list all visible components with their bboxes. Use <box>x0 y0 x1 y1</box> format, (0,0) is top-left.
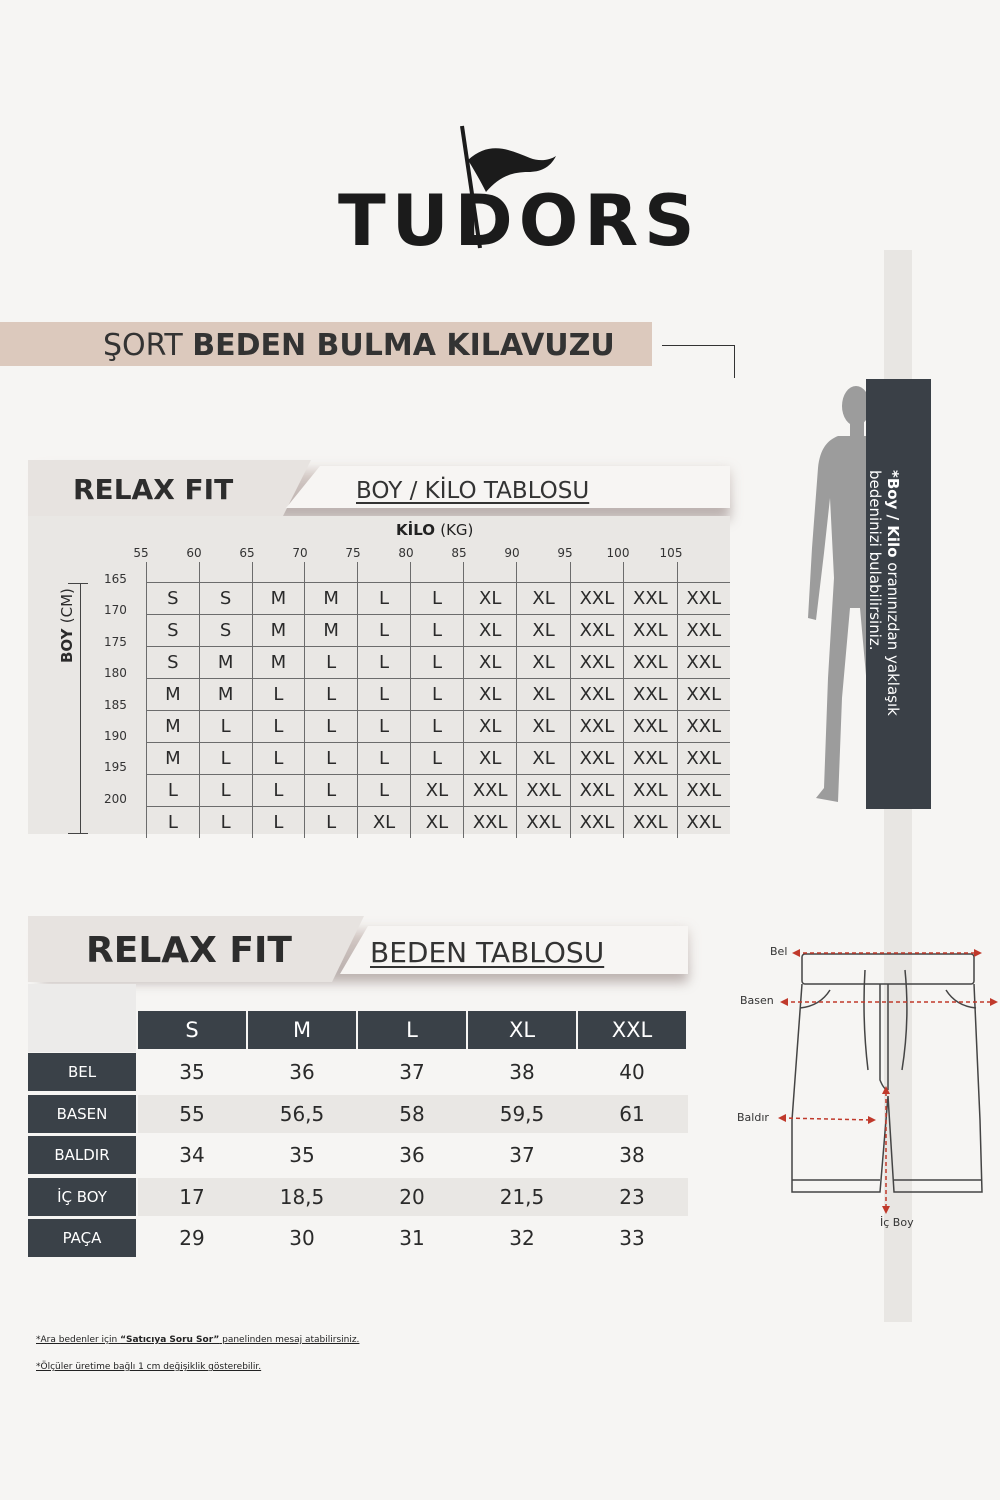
measure-value: 17 <box>179 1184 205 1209</box>
size-cell: XXL <box>677 615 730 647</box>
grid-spacer <box>199 562 252 583</box>
size-header: S <box>138 1011 246 1049</box>
grid-spacer <box>570 562 623 583</box>
grid-spacer <box>252 562 305 583</box>
size-cell: XXL <box>677 679 730 711</box>
measure-value: 34 <box>179 1143 205 1167</box>
size-cell: M <box>147 679 200 711</box>
size-header: XL <box>468 1011 576 1049</box>
measure-value: 55 <box>179 1101 205 1126</box>
title-banner <box>0 322 652 366</box>
size-cell: M <box>199 647 252 679</box>
measure-value: 30 <box>289 1226 315 1250</box>
size-cell: L <box>358 711 411 743</box>
size-cell: XXL <box>677 647 730 679</box>
measure-value: 31 <box>399 1226 425 1250</box>
shorts-diagram <box>760 940 1000 1220</box>
size-cell: L <box>410 711 463 743</box>
boy-axis-cap-top <box>68 583 88 584</box>
boy-tick: 190 <box>104 729 127 743</box>
measure-value: 35 <box>289 1143 315 1167</box>
side-note-bold: *Boy / Kilo <box>884 470 902 558</box>
size-cell: XL <box>517 743 570 775</box>
measure-value: 32 <box>509 1226 535 1250</box>
measure-value: 37 <box>399 1060 425 1084</box>
size-cell: L <box>358 775 411 807</box>
size-cell: XL <box>463 679 516 711</box>
kilo-tick: 75 <box>345 546 361 560</box>
kilo-axis-title <box>396 521 473 539</box>
grid-spacer <box>463 562 516 583</box>
boy-tick: 200 <box>104 791 127 806</box>
shorts-label-ic-boy: İç Boy <box>880 1216 914 1229</box>
shorts-label-baldir: Baldır <box>737 1111 769 1124</box>
table-row <box>147 807 731 839</box>
size-cell: XL <box>410 775 463 807</box>
size-header: M <box>248 1011 356 1049</box>
size-cell: L <box>252 679 305 711</box>
grid-spacer <box>624 562 677 583</box>
size-cell: S <box>147 615 200 647</box>
size-cell: XXL <box>570 807 623 839</box>
boy-tick: 180 <box>104 666 127 681</box>
kilo-tick: 85 <box>451 546 467 560</box>
size-cell: XL <box>358 807 411 839</box>
section2-subtitle: BEDEN TABLOSU <box>370 936 605 969</box>
size-header: L <box>358 1011 466 1049</box>
size-cell: M <box>252 647 305 679</box>
boy-axis-label: BOY <box>58 628 76 663</box>
boy-tick: 185 <box>104 697 127 712</box>
size-cell: XXL <box>517 807 570 839</box>
measure-value: 36 <box>399 1143 425 1167</box>
size-cell: XXL <box>624 807 677 839</box>
size-cell: L <box>252 743 305 775</box>
table-row <box>147 775 731 807</box>
size-cell: L <box>410 647 463 679</box>
measure-value: 33 <box>619 1226 645 1250</box>
kilo-tick: 55 <box>133 546 149 560</box>
corner-decoration <box>662 345 735 378</box>
size-cell: XXL <box>677 583 730 615</box>
table-row <box>147 743 731 775</box>
size-cell: XXL <box>624 711 677 743</box>
size-cell: L <box>199 807 252 839</box>
size-cell: XXL <box>624 679 677 711</box>
size-cell: XL <box>517 615 570 647</box>
boy-kilo-grid <box>146 562 730 838</box>
size-cell: XL <box>463 615 516 647</box>
table-row <box>138 1219 688 1257</box>
footnote-1 <box>36 1335 359 1345</box>
size-cell: L <box>358 647 411 679</box>
measure-value: 59,5 <box>499 1101 545 1126</box>
side-note-line2: bedeninizi bulabilirsiniz. <box>866 470 884 651</box>
size-cell: XXL <box>624 583 677 615</box>
size-cell: XL <box>463 711 516 743</box>
size-cell: XL <box>410 807 463 839</box>
size-cell: XXL <box>624 647 677 679</box>
size-cell: XXL <box>677 775 730 807</box>
size-cell: XXL <box>624 615 677 647</box>
size-cell: L <box>147 807 200 839</box>
size-cell: XXL <box>570 775 623 807</box>
size-cell: L <box>147 775 200 807</box>
brand-logo <box>300 120 700 260</box>
table-row <box>147 679 731 711</box>
grid-spacer <box>147 562 200 583</box>
side-note <box>866 470 902 716</box>
size-cell: L <box>305 807 358 839</box>
measure-value: 36 <box>289 1060 315 1084</box>
grid-spacer <box>358 562 411 583</box>
kilo-tick: 105 <box>659 546 683 560</box>
boy-axis-unit: (CM) <box>58 588 76 624</box>
banner-title <box>103 328 615 363</box>
measure-value: 21,5 <box>499 1184 545 1209</box>
size-cell: XL <box>517 679 570 711</box>
measure-label: BEL <box>28 1053 136 1091</box>
kilo-axis-unit: (KG) <box>440 521 474 539</box>
size-cell: L <box>199 711 252 743</box>
kilo-tick: 80 <box>398 546 414 560</box>
size-cell: XXL <box>570 583 623 615</box>
measure-value: 29 <box>179 1226 205 1250</box>
table-row <box>147 583 731 615</box>
measure-value: 20 <box>399 1184 425 1209</box>
size-cell: L <box>305 647 358 679</box>
size-cell: L <box>252 807 305 839</box>
measure-value: 38 <box>619 1143 645 1167</box>
size-cell: L <box>358 679 411 711</box>
measure-value: 18,5 <box>279 1184 325 1209</box>
table-row <box>138 1178 688 1216</box>
size-cell: XXL <box>570 711 623 743</box>
size-cell: XL <box>517 711 570 743</box>
size-cell: M <box>147 711 200 743</box>
kilo-tick: 60 <box>186 546 202 560</box>
size-cell: L <box>358 743 411 775</box>
size-cell: XXL <box>677 711 730 743</box>
size-cell: L <box>199 775 252 807</box>
kilo-tick: 95 <box>557 546 573 560</box>
size-cell: S <box>199 615 252 647</box>
size-cell: S <box>147 583 200 615</box>
size-cell: XXL <box>517 775 570 807</box>
footnote-1-pre: *Ara bedenler için <box>36 1335 121 1345</box>
size-cell: M <box>199 679 252 711</box>
size-cell: L <box>305 711 358 743</box>
banner-title-light: ŞORT <box>103 328 183 363</box>
measure-value: 23 <box>619 1184 645 1209</box>
size-cell: L <box>199 743 252 775</box>
size-cell: L <box>252 711 305 743</box>
kilo-tick: 90 <box>504 546 520 560</box>
size-cell: XXL <box>463 807 516 839</box>
size-cell: XXL <box>570 679 623 711</box>
size-cell: L <box>252 775 305 807</box>
grid-spacer <box>517 562 570 583</box>
side-note-rest: oranınızdan yaklaşık <box>884 557 902 716</box>
section1-title: RELAX FIT <box>73 473 234 506</box>
measure-label: İÇ BOY <box>28 1178 136 1216</box>
boy-axis-title <box>58 588 76 663</box>
size-cell: XXL <box>570 647 623 679</box>
measure-label: PAÇA <box>28 1219 136 1257</box>
size-cell: M <box>252 615 305 647</box>
size-cell: L <box>410 679 463 711</box>
size-cell: M <box>305 583 358 615</box>
kilo-tick: 70 <box>292 546 308 560</box>
grid-spacer <box>677 562 730 583</box>
measure-value: 40 <box>619 1060 645 1084</box>
footnote-1-bold: “Satıcıya Soru Sor” <box>120 1335 220 1345</box>
size-cell: L <box>305 775 358 807</box>
size-cell: XXL <box>624 743 677 775</box>
size-cell: XL <box>517 647 570 679</box>
size-cell: XL <box>517 583 570 615</box>
shorts-label-basen: Basen <box>740 994 774 1007</box>
table-row <box>138 1095 688 1133</box>
size-cell: M <box>305 615 358 647</box>
measure-value: 58 <box>399 1101 425 1126</box>
kilo-axis-label: KİLO <box>396 521 435 539</box>
size-cell: XXL <box>677 743 730 775</box>
boy-axis-cap-bottom <box>68 833 88 834</box>
section2-title: RELAX FIT <box>86 930 292 971</box>
size-table-corner <box>28 984 136 1052</box>
size-cell: M <box>252 583 305 615</box>
size-cell: L <box>305 679 358 711</box>
table-row <box>147 615 731 647</box>
boy-axis-line <box>80 584 81 834</box>
boy-tick: 165 <box>104 572 127 586</box>
size-cell: L <box>358 583 411 615</box>
size-cell: S <box>147 647 200 679</box>
measure-label: BALDIR <box>28 1136 136 1174</box>
boy-tick: 195 <box>104 760 127 775</box>
kilo-tick: 65 <box>239 546 255 560</box>
boy-tick: 170 <box>104 603 127 618</box>
size-cell: XL <box>463 583 516 615</box>
size-cell: M <box>147 743 200 775</box>
size-cell: XXL <box>463 775 516 807</box>
measure-value: 38 <box>509 1060 535 1084</box>
grid-spacer <box>305 562 358 583</box>
grid-spacer <box>410 562 463 583</box>
size-cell: L <box>410 583 463 615</box>
banner-title-bold: BEDEN BULMA KILAVUZU <box>192 328 615 363</box>
table-row <box>138 1136 688 1174</box>
section1-subtitle: BOY / KİLO TABLOSU <box>356 478 590 504</box>
table-row <box>147 711 731 743</box>
size-cell: L <box>410 615 463 647</box>
measure-value: 35 <box>179 1060 205 1084</box>
table-row <box>147 647 731 679</box>
measure-label: BASEN <box>28 1095 136 1133</box>
boy-tick: 175 <box>104 634 127 649</box>
measure-value: 61 <box>619 1101 645 1126</box>
kilo-tick: 100 <box>606 546 630 560</box>
size-cell: L <box>358 615 411 647</box>
footnote-1-post: panelinden mesaj atabilirsiniz. <box>219 1335 360 1345</box>
table-row <box>138 1053 688 1091</box>
size-cell: XXL <box>677 807 730 839</box>
size-cell: XL <box>463 647 516 679</box>
size-cell: XXL <box>624 775 677 807</box>
size-cell: XXL <box>570 743 623 775</box>
size-cell: L <box>410 743 463 775</box>
size-cell: L <box>305 743 358 775</box>
size-cell: S <box>199 583 252 615</box>
measure-value: 37 <box>509 1143 535 1167</box>
size-cell: XXL <box>570 615 623 647</box>
shorts-label-bel: Bel <box>770 945 788 958</box>
size-header: XXL <box>578 1011 686 1049</box>
footnote-2: *Ölçüler üretime bağlı 1 cm değişiklik gösterebilir. <box>36 1362 262 1372</box>
measure-value: 56,5 <box>279 1101 325 1126</box>
size-cell: XL <box>463 743 516 775</box>
brand-name: TUDORS <box>338 180 701 262</box>
